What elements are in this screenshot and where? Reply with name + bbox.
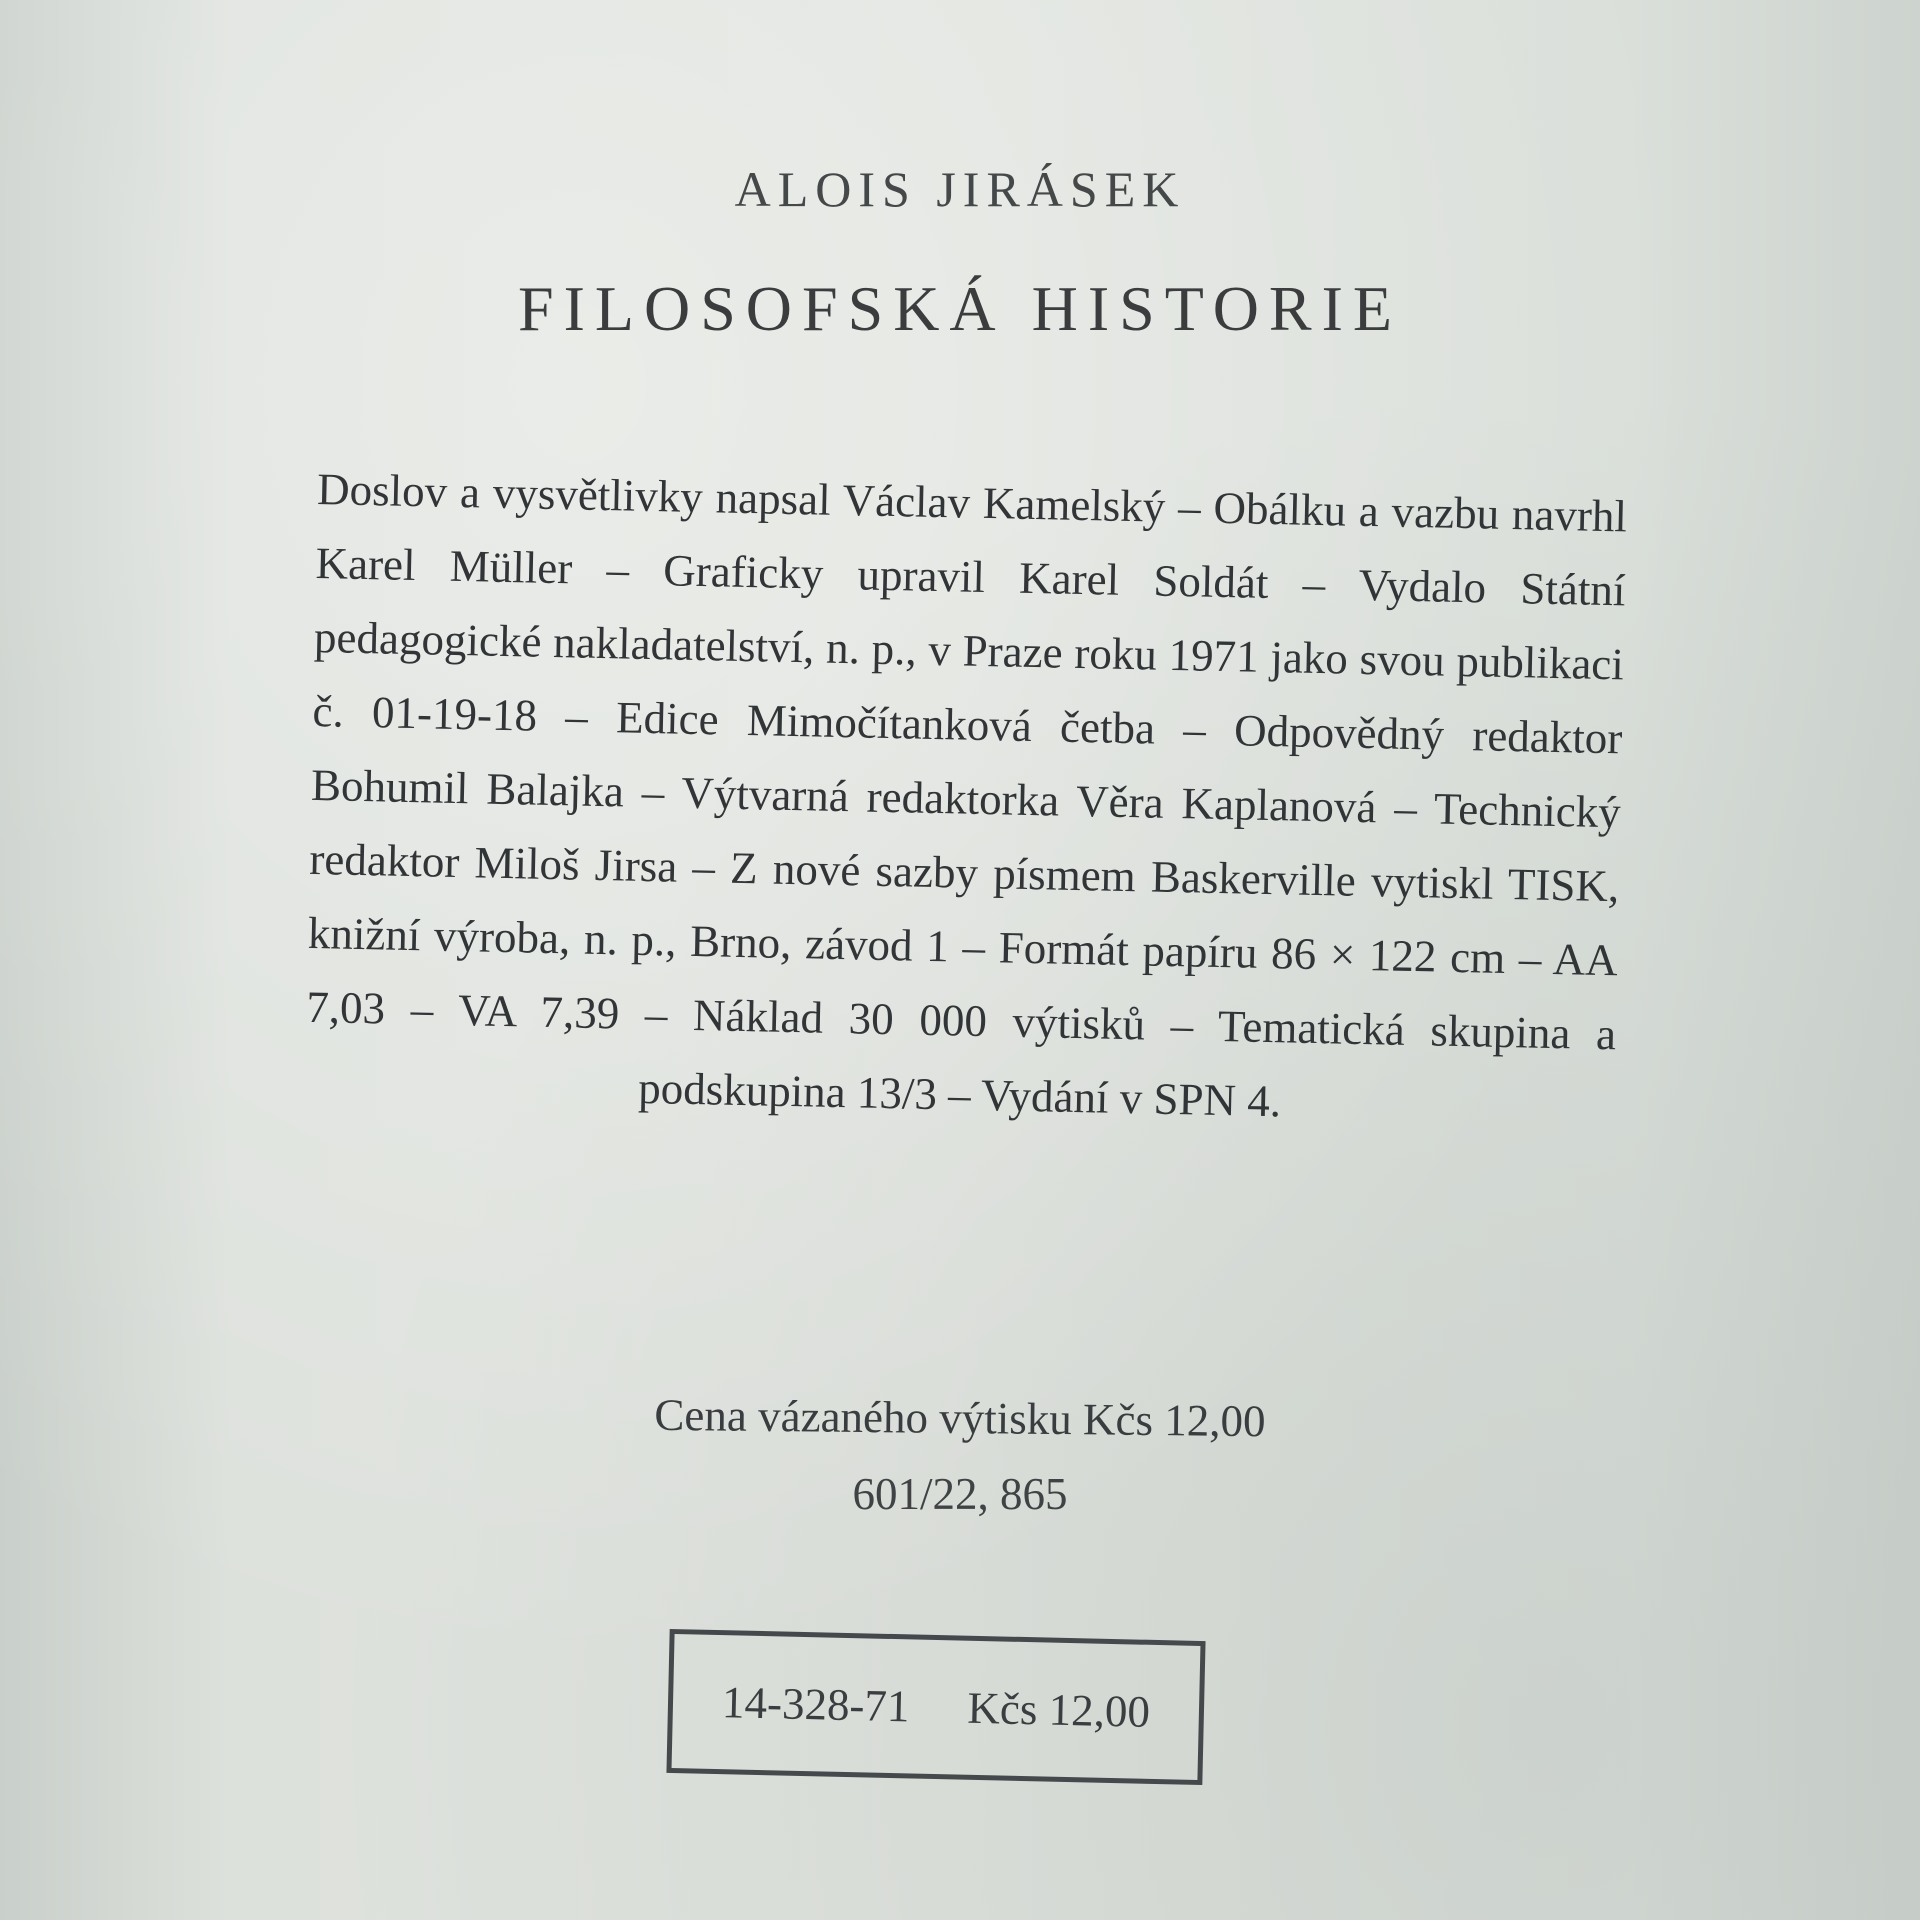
author-name: ALOIS JIRÁSEK — [734, 161, 1186, 217]
price-stamp — [666, 1629, 1205, 1785]
colophon-text: Doslov a vysvětlivky napsal Václav Kamelský – Obálku a vazbu navrhl Karel Müller – Graficky upravil Karel Soldát – Vydalo Státní pedagogické nakladatelství, n. p., v Praze roku 1971 jako svou publikaci č. 01-19-18 – Edice Mimočítanková četba – Odpovědný redaktor Bohumil Balajka – Výtvarná redaktorka Věra Kaplanová – Technický redaktor Miloš Jirsa – Z nové sazby písmem Baskerville vytiskl TISK, knižní výroba, n. p., Brno, závod 1 – Formát papíru 86 × 122 cm – AA 7,03 – VA 7,39 – Náklad 30 000 výtisků – Tematická skupina a podskupina 13/3 – Vydání v SPN 4. — [305, 463, 1628, 1127]
price-line: Cena vázaného výtisku Kčs 12,00 — [654, 1389, 1266, 1447]
catalog-code: 601/22, 865 — [852, 1469, 1068, 1519]
stamp-price: Kčs 12,00 — [966, 1682, 1151, 1737]
stamp-number: 14-328-71 — [721, 1677, 911, 1732]
book-title: FILOSOFSKÁ HISTORIE — [517, 273, 1403, 344]
